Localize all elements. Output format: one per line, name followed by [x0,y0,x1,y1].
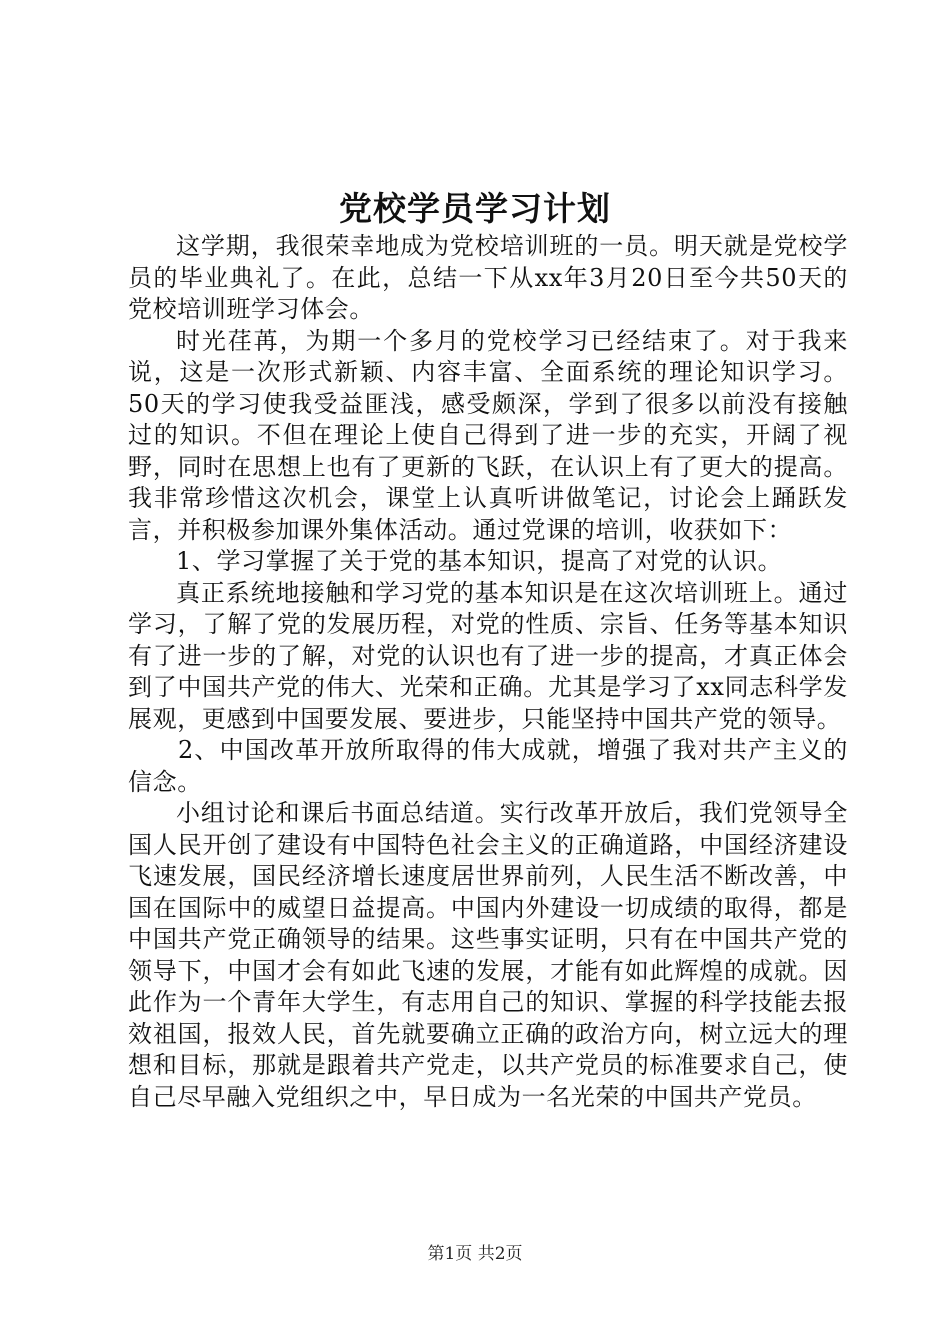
paragraph-point-1-heading: 1、学习掌握了关于党的基本知识，提高了对党的认识。 [176,547,783,575]
document-title: 党校学员学习计划 [339,189,611,228]
paragraph-summary: 时光荏苒，为期一个多月的党校学习已经结束了。对于我来说，这是一次形式新颖、内容丰富、全面系统的理论知识学习。50天的学习使我受益匪浅，感受颇深，学到了很多以前没有接触过的知识。不但在理论上使自己得到了进一步的充实，开阔了视野，同时在思想上也有了更新的飞跃，在认识上有了更大的提高。我非常珍惜这次机会，课堂上认真听讲做笔记，讨论会上踊跃发言，并积极参加课外集体活动。通过党课的培训，收获如下： [128,326,848,544]
document-body [128,231,848,1113]
page-number-footer: 第1页 共2页 [427,1244,523,1264]
paragraph-point-1-body: 真正系统地接触和学习党的基本知识是在这次培训班上。通过学习，了解了党的发展历程，对党的性质、宗旨、任务等基本知识有了进一步的了解，对党的认识也有了进一步的提高，才真正体会到了中国共产党的伟大、光荣和正确。尤其是学习了xx同志科学发展观，更感到中国要发展、要进步，只能坚持中国共产党的领导。 [128,578,848,733]
paragraph-intro: 这学期，我很荣幸地成为党校培训班的一员。明天就是党校学员的毕业典礼了。在此，总结一下从xx年3月20日至今共50天的党校培训班学习体会。 [128,232,848,323]
paragraph-point-2-body: 小组讨论和课后书面总结道。实行改革开放后，我们党领导全国人民开创了建设有中国特色社会主义的正确道路，中国经济建设飞速发展，国民经济增长速度居世界前列，人民生活不断改善，中国在国际中的威望日益提高。中国内外建设一切成绩的取得，都是中国共产党正确领导的结果。这些事实证明，只有在中国共产党的领导下，中国才会有如此飞速的发展，才能有如此辉煌的成就。因此作为一个青年大学生，有志用自己的知识、掌握的科学技能去报效祖国，报效人民，首先就要确立正确的政治方向，树立远大的理想和目标，那就是跟着共产党走，以共产党员的标准要求自己，使自己尽早融入党组织之中，早日成为一名光荣的中国共产党员。 [128,799,848,1111]
paragraph-point-2-heading: 2、中国改革开放所取得的伟大成就，增强了我对共产主义的信念。 [128,736,848,796]
